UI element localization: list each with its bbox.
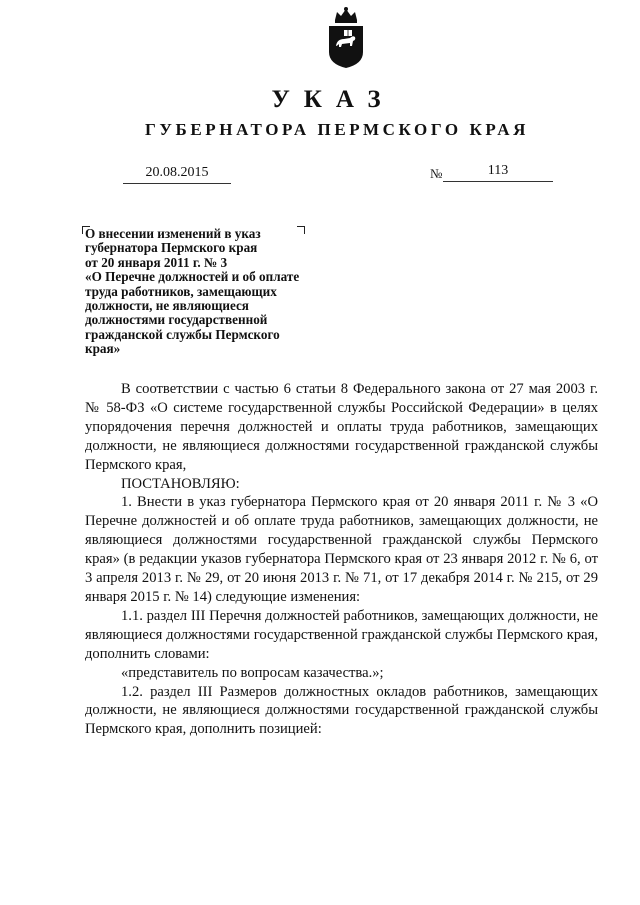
- heading-line: «О Перечне должностей и об оплате: [85, 269, 300, 285]
- heading-line: должностями государственной: [85, 312, 268, 328]
- coat-of-arms-emblem: [323, 6, 369, 70]
- document-subtitle: ГУБЕРНАТОРА ПЕРМСКОГО КРАЯ: [145, 120, 529, 139]
- document-title: УКАЗ: [271, 86, 395, 113]
- heading-line: труда работников, замещающих: [85, 283, 277, 299]
- document-heading: [85, 227, 315, 357]
- heading-line: О внесении изменений в указ: [85, 226, 261, 241]
- paragraph-quote: «представитель по вопросам казачества.»;: [121, 664, 384, 681]
- paragraph-preamble: В соответствии с частью 6 статьи 8 Федерального закона от 27 мая 2003 г. № 58-ФЗ «О системе государственной службы Российской Федерации» в целях упорядочения перечня должностей и оплаты труда работников, замещающих должности, не являющиеся должностями государственной гражданской службы Пермского края,: [85, 381, 598, 473]
- heading-line: должности, не являющиеся: [85, 298, 249, 314]
- paragraph-item-1-1: 1.1. раздел III Перечня должностей работников, замещающих должности, не являющиеся должностями государственной гражданской службы Пермского края, дополнить словами:: [85, 607, 598, 662]
- paragraph-item-1-2: 1.2. раздел III Размеров должностных окладов работников, замещающих должности, не являющиеся должностями государственной гражданской службы Пермского края, дополнить позицией:: [85, 683, 598, 738]
- heading-line: от 20 января 2011 г. № 3: [85, 254, 228, 270]
- paragraph-decree: ПОСТАНОВЛЯЮ:: [121, 475, 240, 492]
- paragraph-item-1: 1. Внести в указ губернатора Пермского края от 20 января 2011 г. № 3 «О Перечне должностей и об оплате труда работников, замещающих должности, не являющиеся должностями государственной гражданской службы Пермского края» (в редакции указов губернатора Пермского края от 23 января 2012 г. № 6, от 3 апреля 2013 г. № 29, от 20 июня 2013 г. № 71, от 17 декабря 2014 г. № 215, от 29 января 2015 г. № 14) следующие изменения:: [85, 494, 598, 605]
- document-date: 20.08.2015: [123, 165, 231, 184]
- heading-line: края»: [85, 341, 121, 357]
- heading-line: губернатора Пермского края: [85, 240, 258, 256]
- number-sign: №: [430, 166, 443, 181]
- document-number: 113: [443, 163, 553, 182]
- heading-line: гражданской службы Пермского: [85, 326, 280, 342]
- document-body: [85, 380, 598, 739]
